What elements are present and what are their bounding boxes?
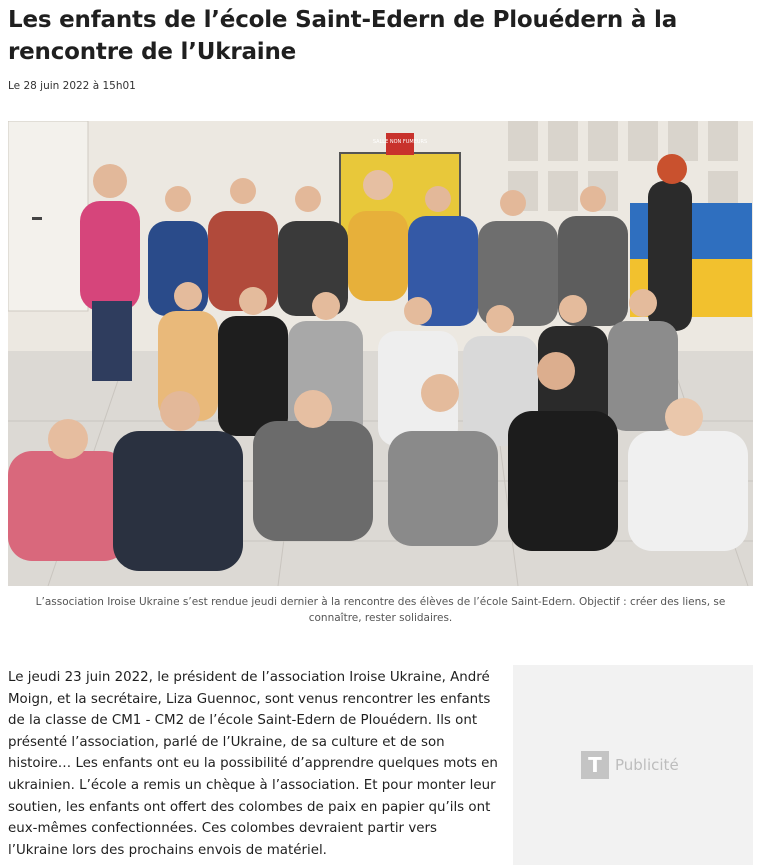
publication-date: Le 28 juin 2022 à 15h01: [8, 80, 136, 92]
photo-caption: L’association Iroise Ukraine s’est rendue jeudi dernier à la rencontre des élèves de l’école Saint-Edern. Objectif : créer des liens, se connaître, rester solidaires.: [35, 596, 726, 624]
room-sign: SALLE NON FUMEURS: [372, 139, 428, 145]
advertisement-block[interactable]: [513, 665, 753, 865]
article-photo[interactable]: [8, 121, 753, 586]
ad-placeholder: [581, 751, 679, 779]
article-title: Les enfants de l’école Saint-Edern de Plouédern à la rencontre de l’Ukraine: [8, 7, 678, 65]
ad-label: Publicité: [615, 756, 679, 774]
class-group-photo: [8, 121, 753, 586]
article-body: Le jeudi 23 juin 2022, le président de l’association Iroise Ukraine, André Moign, et la secrétaire, Liza Guennoc, sont venus rencontrer les enfants de la classe de CM1 - CM2 de l’école Saint-Edern de Plouédern. Ils ont présenté l’association, parlé de l’Ukraine, de sa culture et de son histoire… Les enfants ont eu la possibilité d’apprendre quelques mots en ukrainien. L’école a remis un chèque à l’association. Et pour monter leur soutien, les enfants ont offert des colombes de paix en papier qu’ils ont eux-mêmes confectionnées. Ces colombes devraient partir vers l’Ukraine lors des prochains envois de matériel.: [8, 670, 498, 858]
ad-logo-icon: T: [581, 751, 609, 779]
